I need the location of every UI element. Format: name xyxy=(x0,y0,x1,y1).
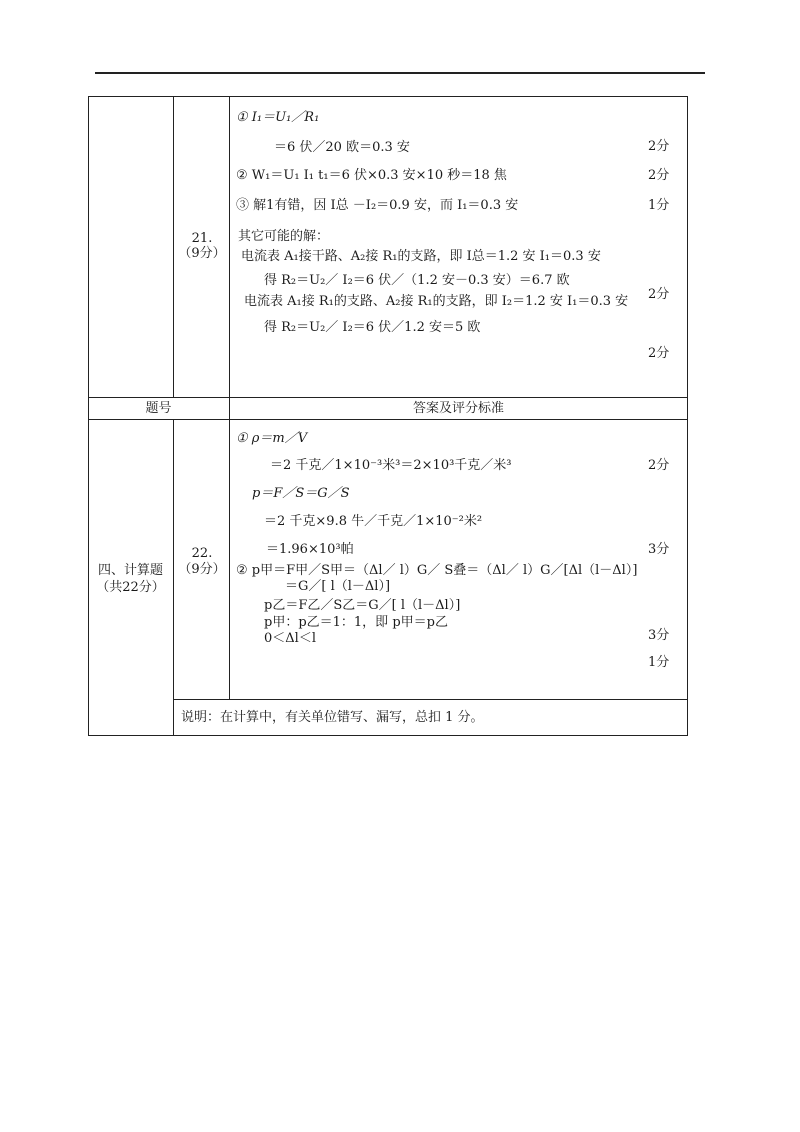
answer-line: ② p甲＝F甲／S甲＝（Δl／ l）G／ S叠＝（Δl／ l）G／[Δl（l－Δl）] xyxy=(236,563,638,578)
score: 3分 xyxy=(648,542,670,557)
table-rule xyxy=(229,96,230,419)
question-number: 21. xyxy=(191,231,213,246)
section-title: 四、计算题 xyxy=(97,563,163,578)
answer-line: ＝1.96×10³帕 xyxy=(266,542,354,557)
answer-line: ③ 解1有错，因 I总 －I₂＝0.9 安，而 I₁＝0.3 安 xyxy=(236,198,519,213)
answer-line: 电流表 A₁接干路、A₂接 R₁的支路，即 I总＝1.2 安 I₁＝0.3 安 xyxy=(241,249,601,264)
score: 2分 xyxy=(648,458,670,473)
table-rule xyxy=(88,419,688,420)
table-rule xyxy=(229,419,230,699)
table-border-top xyxy=(88,96,688,97)
table-border-bottom xyxy=(88,735,688,736)
table-rule xyxy=(88,397,688,398)
table-rule xyxy=(173,419,174,736)
answer-line: p＝F／S＝G／S xyxy=(252,486,350,501)
answer-line: 电流表 A₁接 R₁的支路、A₂接 R₁的支路，即 I₂＝1.2 安 I₁＝0.3 安 xyxy=(244,294,629,309)
score: 3分 xyxy=(648,628,670,643)
header-rule xyxy=(95,72,705,74)
header-question-no: 题号 xyxy=(145,401,172,416)
answer-line: 得 R₂＝U₂／ I₂＝6 伏／（1.2 安－0.3 安）＝6.7 欧 xyxy=(264,273,570,288)
answer-line: 其它可能的解： xyxy=(238,229,330,244)
score: 2分 xyxy=(648,287,670,302)
score: 2分 xyxy=(648,139,670,154)
answer-line: ② W₁＝U₁ I₁ t₁＝6 伏×0.3 安×10 秒＝18 焦 xyxy=(236,168,507,183)
answer-line: ＝2 千克×9.8 牛／千克／1×10⁻²米² xyxy=(264,514,483,529)
answer-line: 0＜Δl＜l xyxy=(264,631,316,646)
question-points: （9分） xyxy=(178,562,226,577)
grading-note: 说明：在计算中，有关单位错写、漏写，总扣 1 分。 xyxy=(181,710,484,725)
answer-line: ① ρ＝m／V xyxy=(236,431,308,446)
table-rule xyxy=(173,699,688,700)
table-rule xyxy=(173,96,174,397)
section-points: （共22分） xyxy=(96,580,165,595)
header-answer-criteria: 答案及评分标准 xyxy=(412,401,504,416)
answer-line: ＝2 千克／1×10⁻³米³＝2×10³千克／米³ xyxy=(270,458,512,473)
question-points: （9分） xyxy=(178,246,226,261)
answer-line: ① I₁＝U₁／R₁ xyxy=(236,110,320,125)
score: 1分 xyxy=(648,655,670,670)
score: 1分 xyxy=(648,198,670,213)
score: 2分 xyxy=(648,168,670,183)
answer-line: p乙＝F乙／S乙＝G／[ l（l－Δl）] xyxy=(264,598,461,613)
answer-line: 得 R₂＝U₂／ I₂＝6 伏／1.2 安＝5 欧 xyxy=(264,320,481,335)
question-number: 22. xyxy=(191,546,213,561)
answer-line: p甲：p乙＝1：1，即 p甲＝p乙 xyxy=(264,615,448,630)
answer-line: ＝G／[ l（l－Δl）] xyxy=(285,579,391,594)
score: 2分 xyxy=(648,346,670,361)
answer-line: ＝6 伏／20 欧＝0.3 安 xyxy=(274,140,410,155)
